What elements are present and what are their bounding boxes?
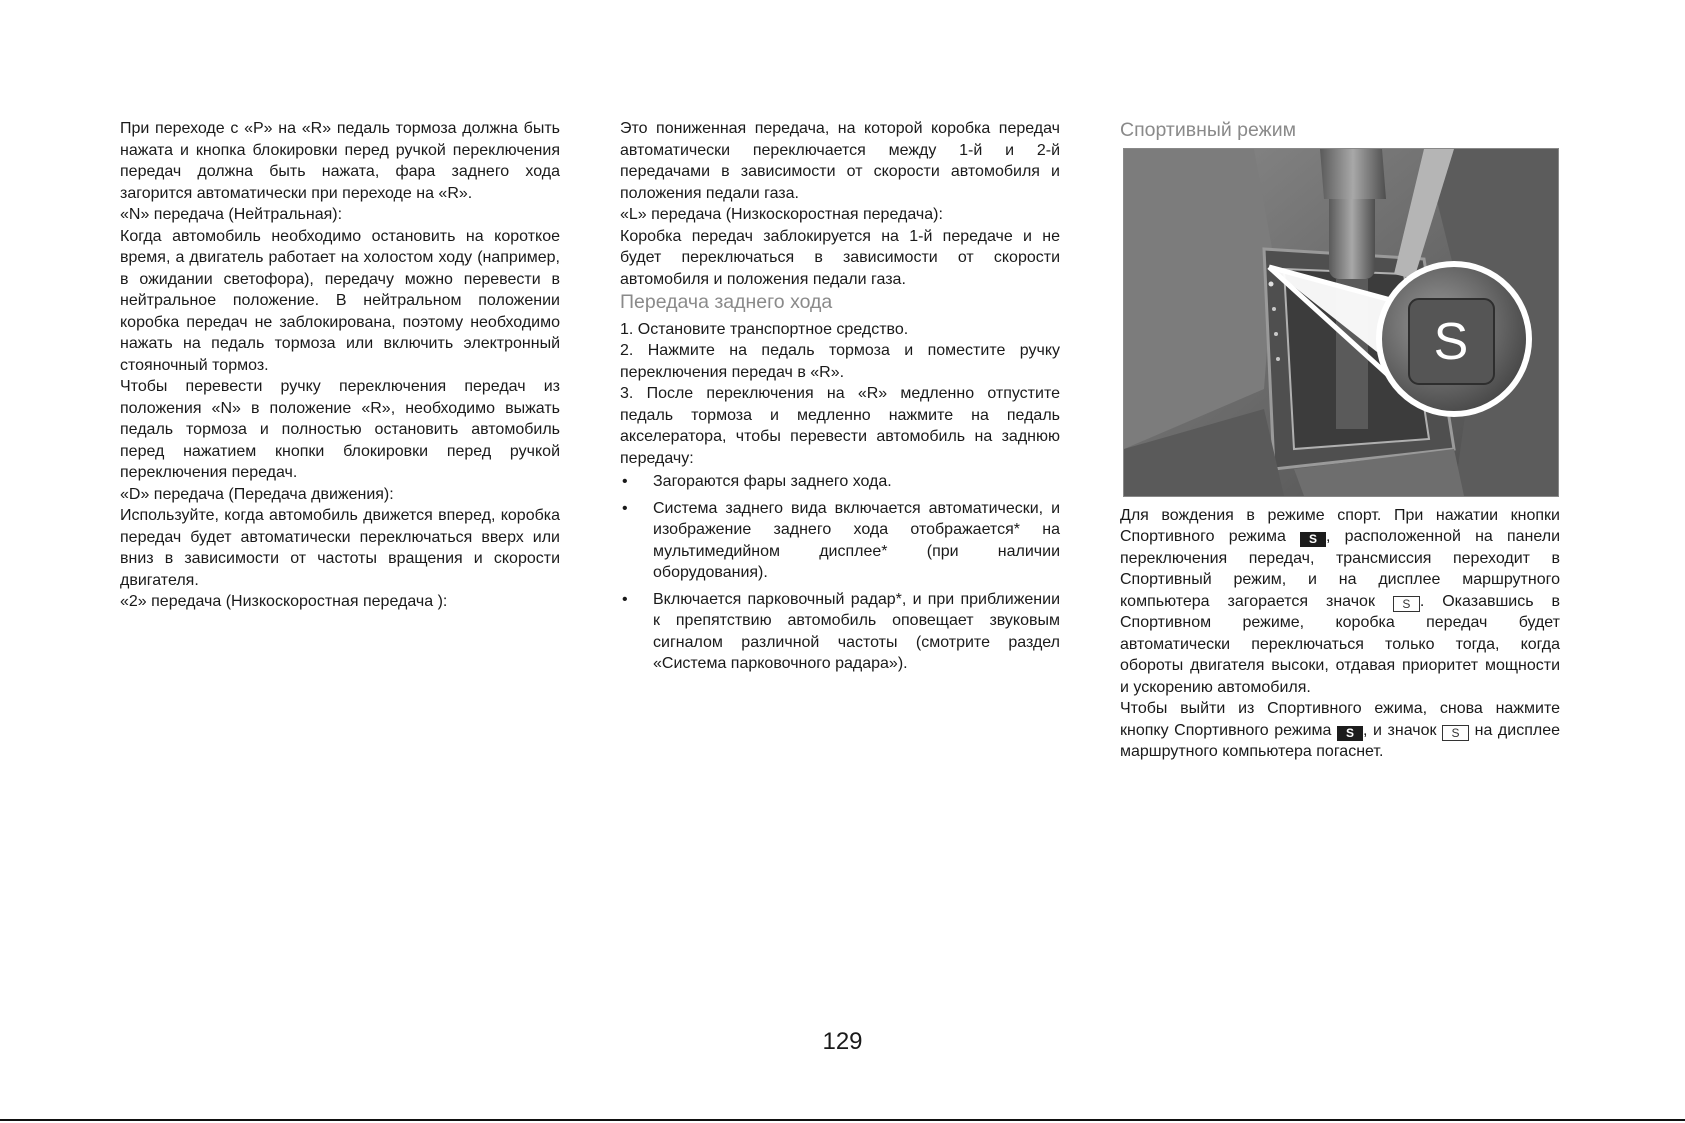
gear-shifter-illustration — [1124, 149, 1558, 496]
bullet-list — [620, 471, 1060, 675]
paragraph: Чтобы перевести ручку переключения передач из положения «N» в положение «R», необходимо выжать педаль тормоза и полностью остановить автомобиль перед нажатием кнопки блокировки перед ручкой переключения передач. — [120, 378, 560, 481]
paragraph: При переходе с «P» на «R» педаль тормоза должна быть нажата и кнопка блокировки перед ручкой переключения передач должна быть нажата, фара заднего хода загорится автоматически при переходе на «R». — [120, 120, 560, 202]
gear-shifter-photo — [1123, 148, 1559, 497]
sport-indicator-icon: S — [1442, 725, 1469, 741]
paragraph-sport-exit: Чтобы выйти из Спортивного ежима, снова нажмите кнопку Спортивного режима S , и значок S на дисплее маршрутного компьютера погаснет. — [1120, 700, 1560, 760]
list-item: • Включается парковочный радар*, и при приближении к препятствию автомобиль оповещает звуковым сигналом различной частоты (смотрите раздел «Система парковочного радара»). — [620, 589, 1060, 675]
section-heading-sport: Спортивный режим — [1120, 119, 1296, 141]
paragraph: «N» передача (Нейтральная): — [120, 206, 343, 223]
figure-s-label: S — [1433, 312, 1469, 371]
paragraph: Это пониженная передача, на которой коробка передач автоматически переключается между 1-й и 2-й передачами в зависимости от скорости автомобиля и положения педали газа. — [620, 120, 1060, 202]
list-item: • Загораются фары заднего хода. — [620, 471, 1060, 493]
paragraph: «L» передача (Низкоскоростная передача): — [620, 206, 943, 223]
step: 2. Нажмите на педаль тормоза и поместите ручку переключения передач в «R». — [620, 342, 1060, 381]
section-heading-reverse: Передача заднего хода — [620, 291, 833, 313]
list-item: • Система заднего вида включается автоматически, и изображение заднего хода отображается* на мультимедийном дисплее* (при наличии оборудования). — [620, 498, 1060, 584]
paragraph: Коробка передач заблокируется на 1-й передаче и не будет переключаться в зависимости от скорости автомобиля и положения педали газа. — [620, 227, 1060, 288]
sport-button-icon: S — [1300, 532, 1326, 547]
page-number: 129 — [822, 1028, 863, 1055]
right-column — [1120, 118, 1560, 763]
sport-button-icon: S — [1337, 726, 1363, 741]
paragraph: «2» передача (Низкоскоростная передача ): — [120, 593, 448, 610]
step: 3. После переключения на «R» медленно отпустите педаль тормоза и медленно нажмите на педаль акселератора, чтобы перевести автомобиль на заднюю передачу: — [620, 385, 1060, 467]
paragraph: «D» передача (Передача движения): — [120, 485, 394, 503]
paragraph: Используйте, когда автомобиль движется вперед, коробка передач будет автоматически переключаться вверх или вниз в зависимости от частоты вращения и скорости двигателя. — [120, 507, 560, 589]
paragraph-sport-enter: Для вождения в режиме спорт. При нажатии кнопки Спортивного режима S , расположенной на панели переключения передач, трансмиссия переходит в Спортивный режим, и на дисплее маршрутного компьютера загорается значок S . Оказавшись в Спортивном режиме, коробка передач будет автоматически переключаться только тогда, когда обороты двигателя высоки, отдавая приоритет мощности и ускорению автомобиля. — [1120, 506, 1561, 696]
bottom-divider — [0, 1119, 1685, 1121]
step: 1. Остановите транспортное средство. — [620, 320, 909, 338]
paragraph: Когда автомобиль необходимо остановить на короткое время, а двигатель работает на холостом ходу (например, в ожидании светофора), передачу можно перевести в нейтральное положение. В нейтральном положении коробка передач не заблокирована, поэтому необходимо нажать на педаль тормоза или включить электронный стояночный тормоз. — [120, 227, 560, 374]
sport-indicator-icon: S — [1393, 596, 1420, 612]
left-column — [120, 118, 560, 613]
middle-column — [620, 118, 1060, 680]
